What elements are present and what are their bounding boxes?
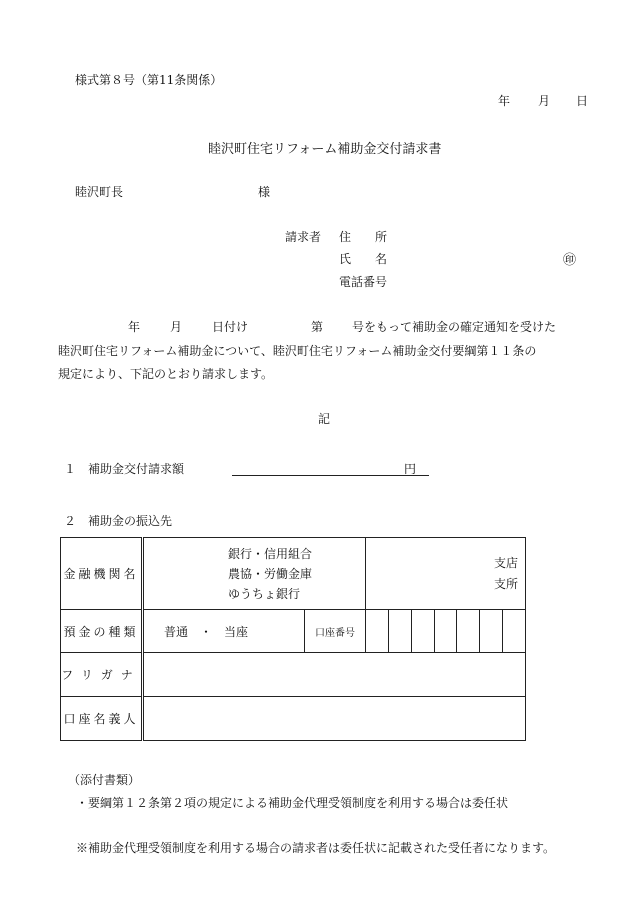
- deposit-options[interactable]: 普通 ・ 当座: [143, 610, 305, 653]
- holder-field[interactable]: [143, 697, 526, 741]
- item2-number: ２: [64, 514, 77, 528]
- holder-row: [61, 697, 526, 741]
- name-label: 氏 名: [339, 252, 388, 266]
- ki-heading: 記: [318, 412, 331, 426]
- institution-types-cell[interactable]: [143, 538, 366, 610]
- digit-box[interactable]: [456, 610, 479, 652]
- institution-type-1: 銀行・信用組合: [228, 546, 313, 561]
- addressee-name: 睦沢町長: [75, 185, 124, 199]
- digit-box[interactable]: [388, 610, 411, 652]
- body-line3: 規定により、下記のとおり請求します。: [58, 367, 274, 381]
- form-number: 様式第８号（第11条関係）: [75, 73, 223, 87]
- bank-transfer-table: [60, 537, 526, 741]
- item1-label: 補助金交付請求額: [88, 462, 185, 476]
- holder-label: 口座名義人: [61, 697, 143, 741]
- deposit-label: 預金の種類: [61, 610, 143, 653]
- furigana-label: フリガナ: [61, 653, 143, 697]
- digit-box[interactable]: [479, 610, 502, 652]
- branch-cell[interactable]: [366, 538, 526, 610]
- body-day: 日付け: [212, 320, 249, 334]
- date-day: 日: [576, 94, 589, 108]
- branch-type-1: 支店: [494, 555, 519, 570]
- body-line1-rest: 号をもって補助金の確定通知を受けた: [352, 320, 557, 334]
- addressee-honorific: 様: [258, 185, 271, 199]
- seal-mark: ㊞: [563, 253, 577, 268]
- account-number-label: 口座番号: [305, 610, 366, 653]
- institution-row: [61, 538, 526, 610]
- digit-box[interactable]: [411, 610, 434, 652]
- requester-label: 請求者: [285, 230, 322, 244]
- body-line2: 睦沢町住宅リフォーム補助金について、睦沢町住宅リフォーム補助金交付要綱第１１条の: [58, 344, 537, 358]
- amount-line: [232, 475, 429, 476]
- document-title: 睦沢町住宅リフォーム補助金交付請求書: [208, 142, 442, 157]
- account-number-digits[interactable]: [366, 610, 526, 653]
- institution-type-3: ゆうちょ銀行: [228, 586, 301, 601]
- furigana-field[interactable]: [143, 653, 526, 697]
- item1-unit: 円: [404, 462, 417, 476]
- digit-box[interactable]: [502, 610, 525, 652]
- body-year: 年: [128, 320, 141, 334]
- body-month: 月: [170, 320, 183, 334]
- address-label: 住 所: [339, 230, 388, 244]
- institution-type-2: 農協・労働金庫: [228, 566, 313, 581]
- body-dai: 第: [311, 320, 324, 334]
- furigana-row: [61, 653, 526, 697]
- phone-label: 電話番号: [339, 275, 388, 289]
- date-year: 年: [498, 94, 511, 108]
- digit-box[interactable]: [366, 610, 388, 652]
- digit-box[interactable]: [434, 610, 457, 652]
- attachments-item: ・要綱第１２条第２項の規定による補助金代理受領制度を利用する場合は委任状: [76, 796, 509, 810]
- date-month: 月: [538, 94, 551, 108]
- deposit-row: [61, 610, 526, 653]
- item1-number: １: [64, 462, 77, 476]
- institution-label: 金融機関名: [61, 538, 143, 610]
- item2-label: 補助金の振込先: [88, 514, 173, 528]
- branch-type-2: 支所: [494, 576, 519, 591]
- attachments-heading: （添付書類）: [68, 773, 141, 787]
- footnote: ※補助金代理受領制度を利用する場合の請求者は委任状に記載された受任者になります。: [76, 841, 556, 855]
